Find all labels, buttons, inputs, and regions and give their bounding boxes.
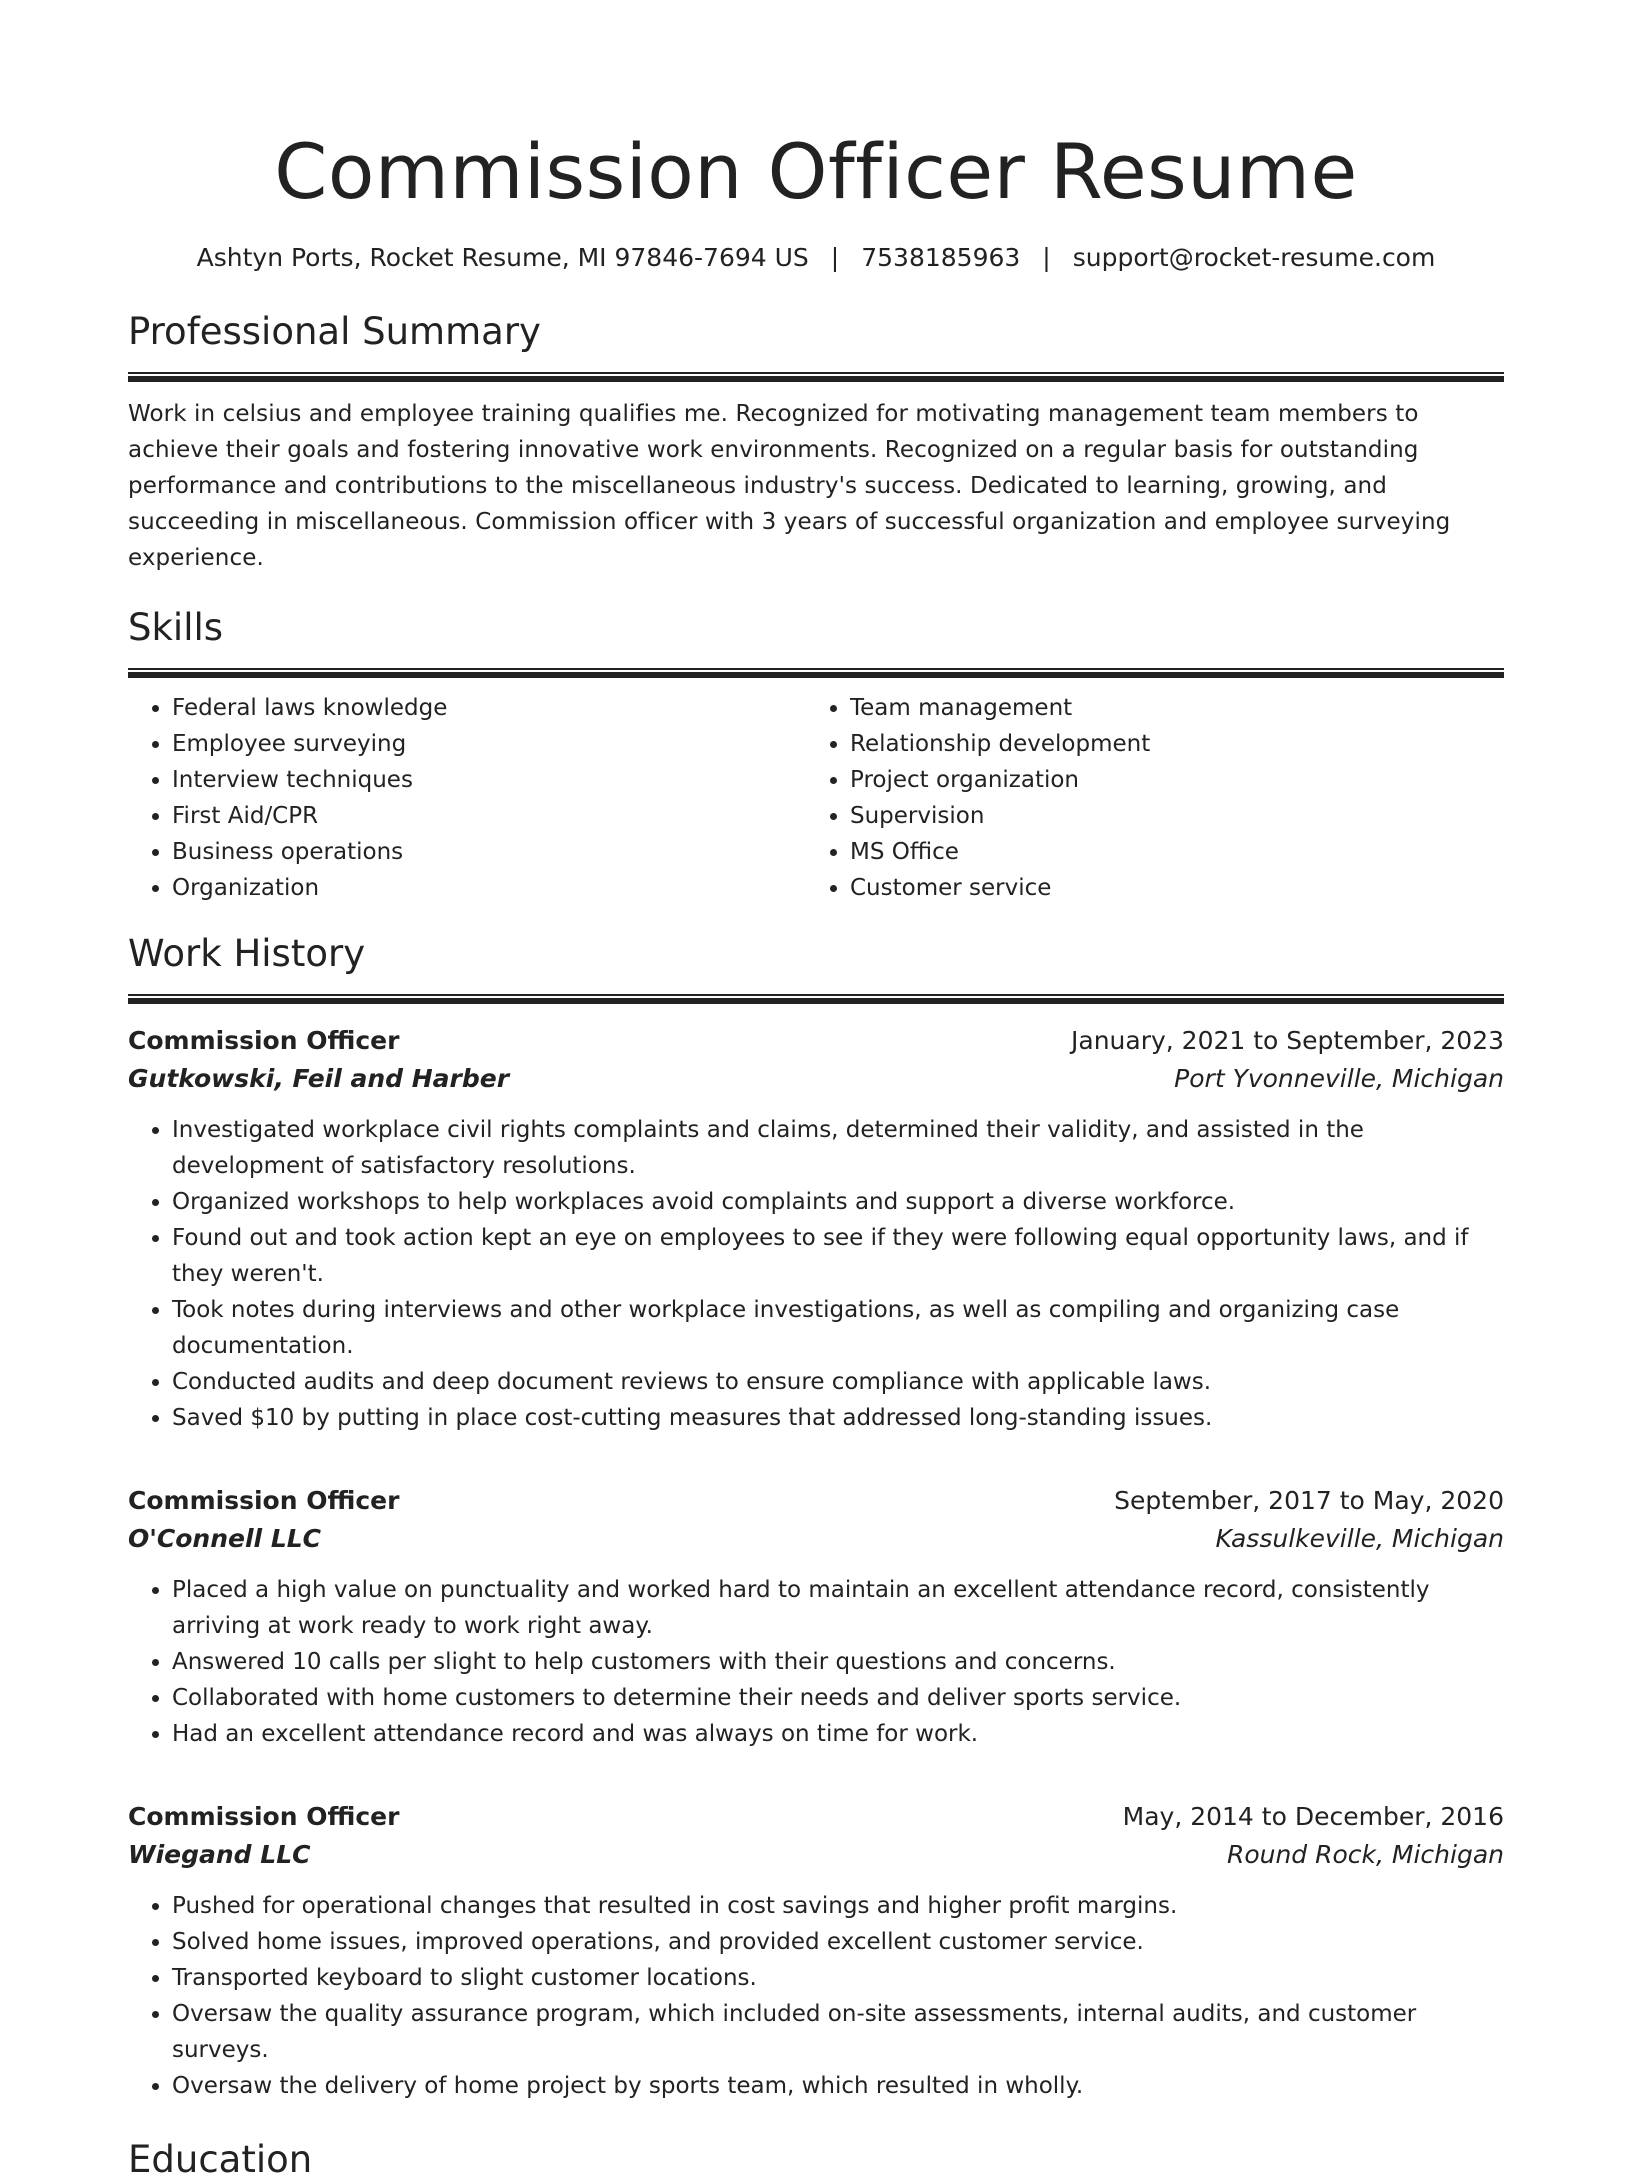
resume-page xyxy=(128,0,1504,2184)
job-bullet: • Oversaw the quality assurance program, which included on-site assessments, internal audits, and customer surveys. xyxy=(172,1996,1504,2068)
job-bullet: • Pushed for operational changes that resulted in cost savings and higher profit margins. xyxy=(172,1888,1504,1924)
job-entry xyxy=(128,1798,1504,2104)
job-bullets xyxy=(128,1888,1504,2104)
skill-item: • First Aid/CPR xyxy=(172,798,806,834)
skill-item: • Organization xyxy=(172,870,806,906)
section-heading-work: Work History xyxy=(128,932,366,975)
job-bullets xyxy=(128,1112,1504,1436)
skill-item: • Employee surveying xyxy=(172,726,806,762)
job-bullet: • Transported keyboard to slight customer locations. xyxy=(172,1960,1504,1996)
job-company: Gutkowski, Feil and Harber xyxy=(128,1064,510,1093)
job-header-row xyxy=(128,1022,1504,1060)
job-bullet: • Solved home issues, improved operations, and provided excellent customer service. xyxy=(172,1924,1504,1960)
job-company-row xyxy=(128,1060,1504,1098)
job-bullet: • Conducted audits and deep document reviews to ensure compliance with applicable laws. xyxy=(172,1364,1504,1400)
job-bullets xyxy=(128,1572,1504,1752)
summary-text: Work in celsius and employee training qualifies me. Recognized for motivating management team members to achieve their goals and fostering innovative work environments. Recognized on a regular basis for outstanding performance and contributions to the miscellaneous industry's success. Dedicated to learning, growing, and succeeding in miscellaneous. Commission officer with 3 years of successful organization and employee surveying experience. xyxy=(128,401,1451,571)
resume-title: Commission Officer Resume xyxy=(274,127,1358,216)
job-bullet: • Oversaw the delivery of home project by sports team, which resulted in wholly. xyxy=(172,2068,1504,2104)
professional-summary-section xyxy=(128,308,1504,576)
contact-line xyxy=(128,242,1504,274)
job-bullet: • Saved $10 by putting in place cost-cutting measures that addressed long-standing issues. xyxy=(172,1400,1504,1436)
contact-phone: 7538185963 xyxy=(861,243,1021,272)
contact-separator: | xyxy=(830,243,840,272)
section-divider xyxy=(128,668,1504,678)
job-title: Commission Officer xyxy=(128,1802,400,1831)
skill-item: • Team management xyxy=(850,690,1484,726)
job-bullet: • Found out and took action kept an eye on employees to see if they were following equal opportunity laws, and if they weren't. xyxy=(172,1220,1504,1292)
section-heading-education: Education xyxy=(128,2138,313,2181)
skills-grid xyxy=(128,690,1504,906)
skills-column-right xyxy=(806,690,1484,906)
job-bullet: • Had an excellent attendance record and was always on time for work. xyxy=(172,1716,1504,1752)
skill-item: • Relationship development xyxy=(850,726,1484,762)
contact-address: Ashtyn Ports, Rocket Resume, MI 97846-7694 US xyxy=(196,243,809,272)
job-dates: January, 2021 to September, 2023 xyxy=(1071,1026,1504,1055)
skills-column-left xyxy=(128,690,806,906)
job-header-row xyxy=(128,1482,1504,1520)
job-bullet: • Organized workshops to help workplaces avoid complaints and support a diverse workforce. xyxy=(172,1184,1504,1220)
job-location: Port Yvonneville, Michigan xyxy=(1174,1064,1504,1093)
job-company-row xyxy=(128,1836,1504,1874)
skill-item: • Federal laws knowledge xyxy=(172,690,806,726)
job-title: Commission Officer xyxy=(128,1026,400,1055)
contact-separator: | xyxy=(1042,243,1051,272)
work-history-section xyxy=(128,930,1504,2104)
job-entry xyxy=(128,1022,1504,1436)
job-dates: September, 2017 to May, 2020 xyxy=(1114,1486,1504,1515)
job-company-row xyxy=(128,1520,1504,1558)
job-bullet: • Collaborated with home customers to determine their needs and deliver sports service. xyxy=(172,1680,1504,1716)
job-title: Commission Officer xyxy=(128,1486,400,1515)
job-entry xyxy=(128,1482,1504,1752)
section-heading-skills: Skills xyxy=(128,606,224,649)
job-bullet: • Investigated workplace civil rights complaints and claims, determined their validity, and assisted in the development of satisfactory resolutions. xyxy=(172,1112,1504,1184)
job-bullet: • Took notes during interviews and other workplace investigations, as well as compiling and organizing case documentation. xyxy=(172,1292,1504,1364)
job-header-row xyxy=(128,1798,1504,1836)
job-location: Kassulkeville, Michigan xyxy=(1215,1524,1504,1553)
skill-item: • Customer service xyxy=(850,870,1484,906)
job-bullet: • Placed a high value on punctuality and worked hard to maintain an excellent attendance record, consistently arriving at work ready to work right away. xyxy=(172,1572,1504,1644)
job-company: Wiegand LLC xyxy=(128,1840,311,1869)
skill-item: • MS Office xyxy=(850,834,1484,870)
skill-item: • Project organization xyxy=(850,762,1484,798)
skills-section xyxy=(128,604,1504,906)
section-divider xyxy=(128,994,1504,1004)
skill-item: • Business operations xyxy=(172,834,806,870)
job-location: Round Rock, Michigan xyxy=(1226,1840,1504,1869)
skill-item: • Supervision xyxy=(850,798,1484,834)
section-divider xyxy=(128,372,1504,382)
section-heading-summary: Professional Summary xyxy=(128,310,541,353)
skill-item: • Interview techniques xyxy=(172,762,806,798)
job-dates: May, 2014 to December, 2016 xyxy=(1122,1802,1504,1831)
education-section xyxy=(128,2136,1504,2184)
contact-email: support@rocket-resume.com xyxy=(1072,243,1436,272)
job-bullet: • Answered 10 calls per slight to help customers with their questions and concerns. xyxy=(172,1644,1504,1680)
job-company: O'Connell LLC xyxy=(128,1524,322,1553)
